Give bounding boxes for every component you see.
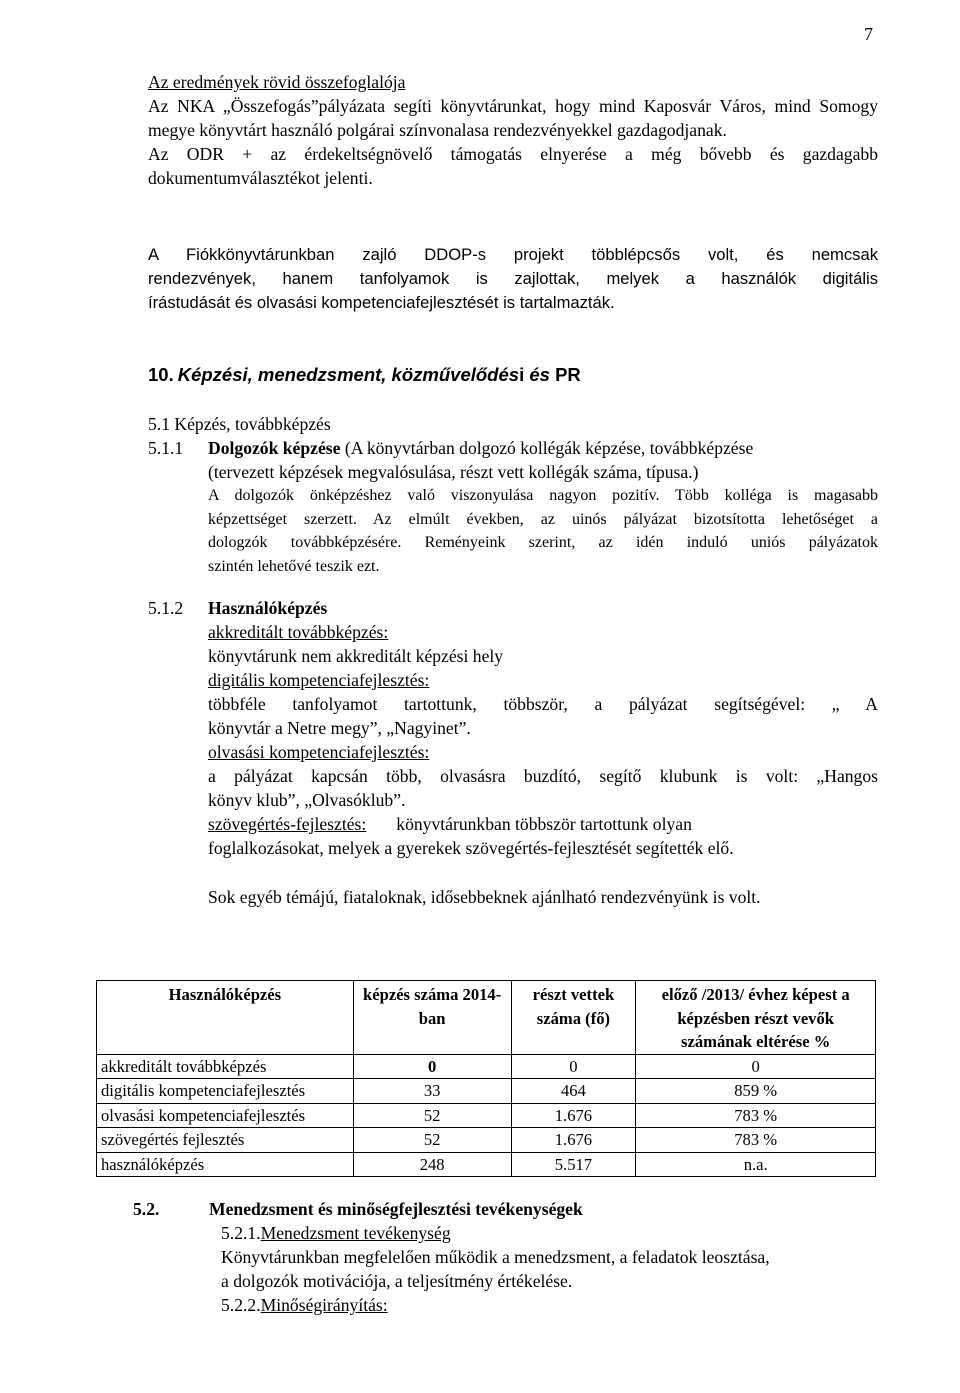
reading-label: olvasási kompetenciafejlesztés: [208, 742, 430, 762]
table-header-row [97, 981, 876, 1055]
table-cell: 248 [353, 1152, 511, 1177]
table-cell: akkreditált továbbképzés [97, 1054, 354, 1079]
section-10-title-italic: Képzési, menedzsment, közművelődés [177, 364, 520, 385]
summary-paragraph-1: Az NKA „Összefogás”pályázata segíti könyvtárunkat, hogy mind Kaposvár Város, mind Somogy megye könyvtárt használó polgárai színvonalasa rendezvényekkel gazdagodjanak. [148, 96, 878, 140]
table-cell: 52 [353, 1128, 511, 1153]
page-number: 7 [864, 24, 873, 44]
section-5-1-1-body-3: dologzók továbbképzésére. Reményeink szerint, az idén induló uniós pályázatok [208, 534, 878, 551]
table-cell: 1.676 [511, 1128, 636, 1153]
section-5-1-2-number: 5.1.2 [148, 598, 184, 618]
section-10-title-italic2: és [524, 364, 556, 385]
section-5-1-1-line-1-rest: (A könyvtárban dolgozó kollégák képzése, továbbképzése [340, 438, 754, 458]
table-cell: olvasási kompetenciafejlesztés [97, 1103, 354, 1128]
closing-sentence: Sok egyéb témájú, fiataloknak, idősebbeknek ajánlható rendezvényünk is volt. [208, 887, 761, 907]
section-5-1-2-body [208, 596, 878, 860]
section-5-1-1-body [208, 436, 878, 578]
summary-heading: Az eredmények rövid összefoglalója [148, 72, 406, 92]
section-5-1-1-line-1 [208, 436, 878, 460]
table-cell: 783 % [636, 1103, 876, 1128]
table-cell: 5.517 [511, 1152, 636, 1177]
section-5-2-2-heading [221, 1293, 881, 1317]
section-5-2-1-number: 5.2.1. [221, 1223, 261, 1243]
section-10-title-mid: i [519, 364, 525, 385]
comprehension-label: szövegértés-fejlesztés: [208, 814, 367, 834]
digital-text-2: könyvtár a Netre megy”, „Nagyinet”. [208, 718, 471, 738]
table-row [97, 1152, 876, 1177]
table-row [97, 1054, 876, 1079]
table-header: Használóképzés [97, 981, 354, 1055]
digital-label: digitális kompetenciafejlesztés: [208, 670, 430, 690]
table-row [97, 1128, 876, 1153]
branch-line-1: A Fiókkönyvtárunkban zajló DDOP-s projekt többlépcsős volt, és nemcsak [148, 245, 878, 264]
section-5-2-1-text-2: a dolgozók motivációja, a teljesítmény értékelése. [221, 1271, 573, 1291]
summary-section [148, 70, 878, 190]
table-cell: 0 [511, 1054, 636, 1079]
reading-text-1: a pályázat kapcsán több, olvasásra buzdító, segítő klubunk is volt: „Hangos [208, 766, 878, 786]
table-cell: 0 [353, 1054, 511, 1079]
summary-paragraph-2: Az ODR + az érdekeltségnövelő támogatás elnyerése a még bővebb és gazdagabb dokumentumválasztékot jelenti. [148, 144, 878, 188]
table-cell: szövegértés fejlesztés [97, 1128, 354, 1153]
comprehension-text-1: könyvtárunkban többször tartottunk olyan [396, 814, 692, 834]
table-header: képzés száma 2014-ban [353, 981, 511, 1055]
table-cell: 464 [511, 1079, 636, 1104]
section-5-2-1-text-1: Könyvtárunkban megfelelően működik a menedzsment, a feladatok leosztása, [221, 1247, 770, 1267]
section-10-number: 10. [148, 364, 174, 385]
comprehension-line [208, 812, 878, 836]
section-5-1-1-number: 5.1.1 [148, 438, 184, 458]
section-5-1-1-body-2: képzettséget szerzett. Az elmúlt években, az uinós pályázat bizotsította lehetőséget a [208, 510, 878, 528]
branch-line-2: rendezvények, hanem tanfolyamok is zajlottak, melyek a használók digitális [148, 269, 878, 288]
table-header: előző /2013/ évhez képest a képzésben részt vevők számának eltérése % [636, 981, 876, 1055]
reading-text-2: könyv klub”, „Olvasóklub”. [208, 790, 406, 810]
digital-text-1: többféle tanfolyamot tartottunk, többször, a pályázat segítségével: „ A [208, 694, 878, 714]
section-5-1-1-body-1: A dolgozók önképzéshez való viszonyulása nagyon pozitív. Több kolléga is magasabb [208, 487, 878, 504]
section-5-2-1-heading [221, 1221, 881, 1245]
user-training-table [96, 980, 876, 1177]
section-5-1-2-title: Használóképzés [208, 598, 328, 618]
accredited-label: akkreditált továbbképzés: [208, 622, 389, 642]
section-5-2-number: 5.2. [133, 1199, 160, 1219]
section-5-2-1-title: Menedzsment tevékenység [260, 1223, 451, 1243]
table-cell: digitális kompetenciafejlesztés [97, 1079, 354, 1104]
branch-project-paragraph [148, 243, 878, 315]
section-5-1-heading: 5.1 Képzés, továbbképzés [148, 414, 331, 434]
table-cell: 52 [353, 1103, 511, 1128]
table-cell: 859 % [636, 1079, 876, 1104]
table-cell: használóképzés [97, 1152, 354, 1177]
section-10-heading [148, 363, 581, 387]
section-5-1-1-body-4: szintén lehetővé teszik ezt. [208, 557, 380, 575]
section-10-title-end: PR [555, 364, 581, 385]
section-5-2-2-number: 5.2.2. [221, 1295, 261, 1315]
comprehension-text-2: foglalkozásokat, melyek a gyerekek szövegértés-fejlesztését segítették elő. [208, 838, 734, 858]
table-row [97, 1079, 876, 1104]
accredited-text: könyvtárunk nem akkreditált képzési hely [208, 646, 504, 666]
section-5-2-heading [133, 1197, 583, 1221]
section-5-1-1-title: Dolgozók képzése [208, 438, 341, 458]
section-5-2-body [221, 1221, 881, 1317]
table-cell: 783 % [636, 1128, 876, 1153]
branch-line-3: írástudását és olvasási kompetenciafejlesztését is tartalmazták. [148, 293, 615, 312]
table-cell: 0 [636, 1054, 876, 1079]
table-cell: 33 [353, 1079, 511, 1104]
section-5-1-1-line-2: (tervezett képzések megvalósulása, részt vett kollégák száma, típusa.) [208, 462, 699, 482]
table-row [97, 1103, 876, 1128]
section-5-2-2-title: Minőségirányítás: [260, 1295, 388, 1315]
table-cell: 1.676 [511, 1103, 636, 1128]
table-header: részt vettek száma (fő) [511, 981, 636, 1055]
table-cell: n.a. [636, 1152, 876, 1177]
section-5-2-title: Menedzsment és minőségfejlesztési tevékenységek [209, 1199, 583, 1219]
